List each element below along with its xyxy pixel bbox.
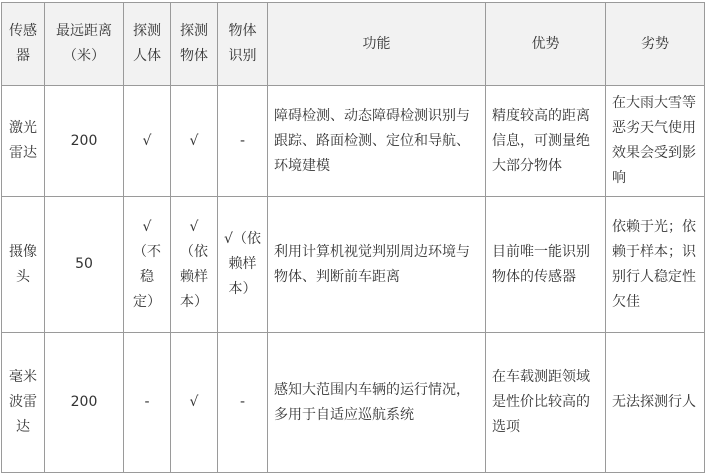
range-cell: 200: [45, 86, 124, 197]
detect-person-cell: √: [124, 86, 171, 197]
function-cell: 障碍检测、动态障碍检测识别与跟踪、路面检测、定位和导航、环境建模: [268, 86, 486, 197]
header-advantage: 优势: [486, 3, 606, 86]
header-function: 功能: [268, 3, 486, 86]
table-row: [2, 197, 705, 333]
advantage-cell: 精度较高的距离信息，可测量绝大部分物体: [486, 86, 606, 197]
header-detect-person: 探测人体: [124, 3, 171, 86]
header-range: 最远距离（米）: [45, 3, 124, 86]
object-recognition-cell: -: [218, 333, 268, 473]
disadvantage-cell: 依赖于光；依赖于样本；识别行人稳定性欠佳: [606, 197, 705, 333]
sensor-comparison-table: [1, 2, 705, 473]
function-cell: 感知大范围内车辆的运行情况，多用于自适应巡航系统: [268, 333, 486, 473]
table-row: [2, 333, 705, 473]
detect-person-cell: √（不稳定）: [124, 197, 171, 333]
detect-object-cell: √: [171, 333, 218, 473]
header-disadvantage: 劣势: [606, 3, 705, 86]
range-cell: 50: [45, 197, 124, 333]
disadvantage-cell: 无法探测行人: [606, 333, 705, 473]
sensor-name-cell: 毫米波雷达: [2, 333, 45, 473]
detect-object-cell: √: [171, 86, 218, 197]
range-cell: 200: [45, 333, 124, 473]
detect-person-cell: -: [124, 333, 171, 473]
detect-object-cell: √（依赖样本）: [171, 197, 218, 333]
header-object-recognition: 物体识别: [218, 3, 268, 86]
table-row: [2, 86, 705, 197]
header-row: [2, 3, 705, 86]
header-detect-object: 探测物体: [171, 3, 218, 86]
object-recognition-cell: -: [218, 86, 268, 197]
advantage-cell: 在车载测距领域是性价比较高的选项: [486, 333, 606, 473]
header-sensor: 传感器: [2, 3, 45, 86]
disadvantage-cell: 在大雨大雪等恶劣天气使用效果会受到影响: [606, 86, 705, 197]
object-recognition-cell: √（依赖样本）: [218, 197, 268, 333]
sensor-name-cell: 激光雷达: [2, 86, 45, 197]
sensor-name-cell: 摄像头: [2, 197, 45, 333]
function-cell: 利用计算机视觉判别周边环境与物体、判断前车距离: [268, 197, 486, 333]
advantage-cell: 目前唯一能识别物体的传感器: [486, 197, 606, 333]
